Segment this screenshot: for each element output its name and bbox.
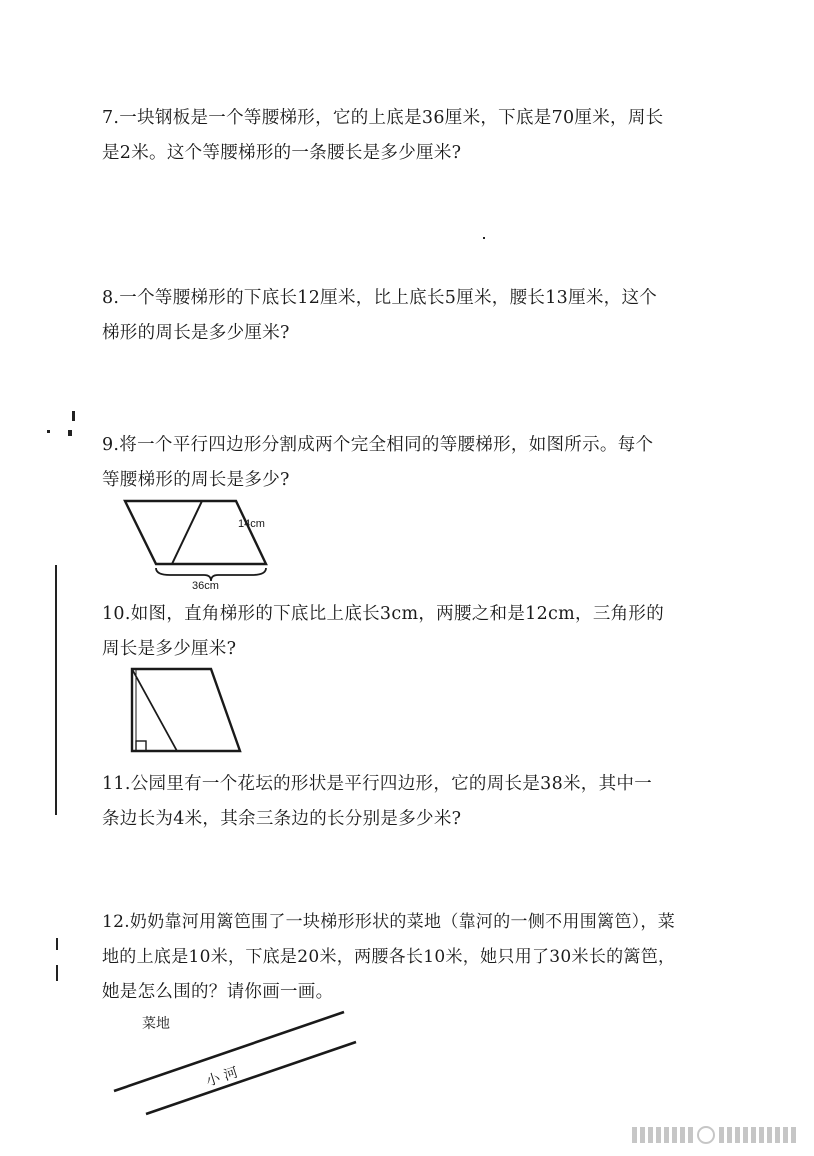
question-7-line-1: 7.一块钢板是一个等腰梯形，它的上底是36厘米，下底是70厘米，周长: [102, 108, 664, 128]
watermark-logo: [632, 1126, 796, 1144]
scan-mark: [483, 237, 485, 239]
figure-10-right-trapezoid: [125, 665, 250, 757]
question-7: [102, 101, 702, 171]
question-8: [102, 281, 702, 351]
figure-9-parallelogram: [120, 495, 280, 590]
scan-mark: [56, 965, 58, 981]
question-11: [102, 767, 702, 837]
watermark-circle-icon: [697, 1126, 715, 1144]
question-7-line-2: 是2米。这个等腰梯形的一条腰长是多少厘米?: [102, 143, 462, 163]
figure-12-field-label: 菜地: [142, 1016, 170, 1032]
watermark-bars-icon: [719, 1127, 796, 1143]
scan-mark: [68, 430, 72, 436]
question-9-line-1: 9.将一个平行四边形分割成两个完全相同的等腰梯形，如图所示。每个: [102, 435, 654, 455]
scan-mark: [56, 938, 58, 950]
scan-mark: [55, 565, 57, 815]
question-12-line-3: 她是怎么围的？请你画一画。: [102, 982, 334, 1002]
question-9-line-2: 等腰梯形的周长是多少?: [102, 470, 290, 490]
question-10-line-2: 周长是多少厘米?: [102, 639, 237, 659]
question-8-line-2: 梯形的周长是多少厘米?: [102, 323, 290, 343]
question-12-line-2: 地的上底是10米，下底是20米，两腰各长10米，她只用了30米长的篱笆，: [102, 947, 676, 967]
question-10-line-1: 10.如图，直角梯形的下底比上底长3cm，两腰之和是12cm，三角形的: [102, 604, 665, 624]
question-9: [102, 428, 702, 498]
question-11-line-1: 11.公园里有一个花坛的形状是平行四边形，它的周长是38米，其中一: [102, 774, 652, 794]
scan-mark: [72, 411, 75, 421]
figure-9-side-label: 14cm: [238, 518, 265, 530]
figure-12-river: [110, 1008, 360, 1118]
figure-12-river-label: 小 河: [204, 1064, 241, 1090]
question-8-line-1: 8.一个等腰梯形的下底长12厘米，比上底长5厘米，腰长13厘米，这个: [102, 288, 658, 308]
watermark-bars-icon: [632, 1127, 693, 1143]
question-10: [102, 597, 702, 667]
figure-9-bottom-label: 36cm: [192, 580, 219, 590]
question-11-line-2: 条边长为4米，其余三条边的长分别是多少米?: [102, 809, 462, 829]
question-12: [102, 905, 702, 1010]
scan-mark: [47, 430, 50, 433]
question-12-line-1: 12.奶奶靠河用篱笆围了一块梯形形状的菜地（靠河的一侧不用围篱笆），菜: [102, 912, 676, 932]
